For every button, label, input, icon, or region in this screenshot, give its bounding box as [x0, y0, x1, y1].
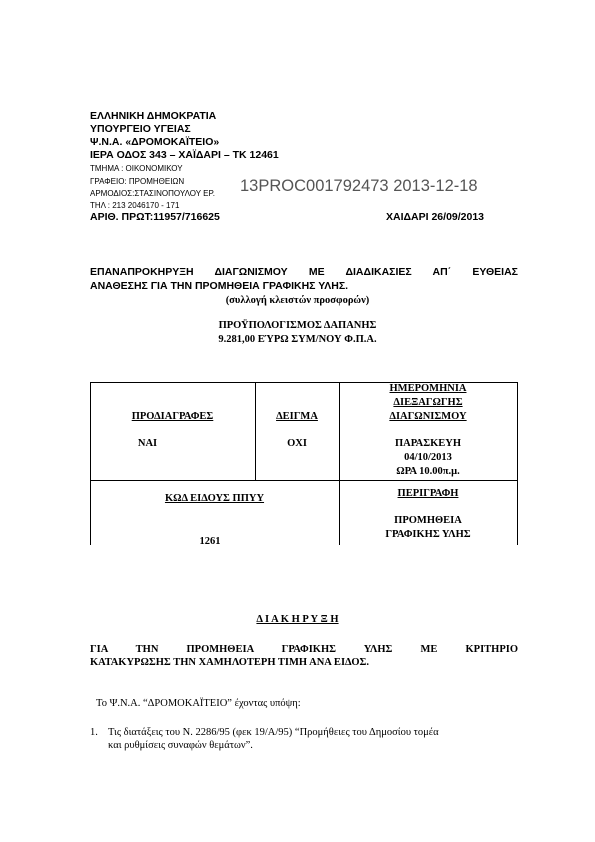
body-intro: Το Ψ.Ν.Α. “ΔΡΟΜΟΚΑΪΤΕΙΟ” έχοντας υπόψη: [96, 698, 301, 709]
date-header-3: ΔΙΑΓΩΝΙΣΜΟΥ [389, 411, 467, 422]
header-ministry: ΥΠΟΥΡΓΕΙΟ ΥΓΕΙΑΣ [90, 123, 191, 135]
header-contact: ΑΡΜΟΔΙΟΣ:ΣΤΑΣΙΝΟΠΟΥΛΟΥ ΕΡ. [90, 189, 215, 198]
header-phone: ΤΗΛ : 213 2046170 - 171 [90, 201, 180, 210]
list-item-1-line-2: και ρυθμίσεις συναφών θεμάτων”. [108, 740, 253, 751]
description-header: ΠΕΡΙΓΡΑΦΗ [397, 488, 459, 499]
budget-label: ΠΡΟΫΠΟΛΟΓΙΣΜΟΣ ΔΑΠΑΝΗΣ [218, 320, 377, 331]
date-header-1: ΗΜΕΡΟΜΗΝΙΑ [389, 383, 467, 394]
title-line-1: ΕΠΑΝΑΠΡΟΚΗΡΥΞΗ ΔΙΑΓΩΝΙΣΜΟΥ ΜΕ ΔΙΑΔΙΚΑΣΙΕΣ ΑΠ΄ ΕΥΘΕΙΑΣ [90, 266, 518, 278]
date-value-date: 04/10/2013 [404, 452, 452, 463]
specs-value: ΝΑΙ [137, 438, 158, 449]
specs-header: ΠΡΟΔΙΑΓΡΑΦΕΣ [131, 411, 214, 422]
protocol-number: ΑΡΙΘ. ΠΡΩΤ:11957/716625 [90, 211, 220, 223]
sample-header: ΔΕΙΓΜΑ [276, 411, 318, 422]
date-value-day: ΠΑΡΑΣΚΕΥΗ [395, 438, 461, 449]
description-value-1: ΠΡΟΜΗΘΕΙΑ [394, 515, 462, 526]
proclamation-heading: Δ Ι Α Κ Η Ρ Υ Ξ Η [256, 614, 339, 625]
table-border-left [90, 382, 91, 545]
place-date: ΧΑΙΔΑΡΙ 26/09/2013 [386, 211, 485, 223]
list-item-1-line-1: Τις διατάξεις του Ν. 2286/95 (φεκ 19/Α/95) “Προμήθειες του Δημοσίου τομέα [108, 727, 439, 738]
date-header-2: ΔΙΕΞΑΓΩΓΗΣ [393, 397, 463, 408]
description-value-2: ΓΡΑΦΙΚΗΣ ΥΛΗΣ [385, 529, 471, 540]
code-value: 1261 [199, 536, 221, 547]
document-stamp-id: 13PROC001792473 2013-12-18 [240, 177, 478, 195]
code-header: ΚΩΔ ΕΙΔΟΥΣ ΠΠΥΥ [164, 493, 265, 504]
table-border-middle [90, 480, 518, 481]
title-subtitle: (συλλογή κλειστών προσφορών) [225, 295, 370, 306]
table-border-right [517, 382, 518, 545]
header-hospital: Ψ.Ν.Α. «ΔΡΟΜΟΚΑΪΤΕΙΟ» [90, 136, 220, 148]
title-line-2: ΑΝΑΘΕΣΗΣ ΓΙΑ ΤΗΝ ΠΡΟΜΗΘΕΙΑ ΓΡΑΦΙΚΗΣ ΥΛΗΣ. [90, 280, 349, 292]
proclamation-line-2: ΚΑΤΑΚΥΡΩΣΗΣ ΤΗΝ ΧΑΜΗΛΟΤΕΡΗ ΤΙΜΗ ΑΝΑ ΕΙΔΟΣ. [90, 657, 370, 668]
date-value-time: ΩΡΑ 10.00π.μ. [396, 466, 460, 477]
sample-value: ΟΧΙ [287, 438, 307, 449]
header-office: ΓΡΑΦΕΙΟ: ΠΡΟΜΗΘΕΙΩΝ [90, 177, 185, 186]
header-republic: ΕΛΛΗΝΙΚΗ ΔΗΜΟΚΡΑΤΙΑ [90, 110, 217, 122]
header-department: ΤΜΗΜΑ : ΟΙΚΟΝΟΜΙΚΟΥ [90, 164, 183, 173]
table-divider-1 [255, 382, 256, 480]
proclamation-line-1: ΓΙΑ ΤΗΝ ΠΡΟΜΗΘΕΙΑ ΓΡΑΦΙΚΗΣ ΥΛΗΣ ΜΕ ΚΡΙΤΗΡΙΟ [90, 644, 518, 655]
list-item-1-number: 1. [90, 727, 98, 738]
header-address: ΙΕΡΑ ΟΔΟΣ 343 – ΧΑΪΔΑΡΙ – ΤΚ 12461 [90, 149, 279, 161]
budget-amount: 9.281,00 ΕΎΡΩ ΣΥΜ/ΝΟΥ Φ.Π.Α. [218, 334, 377, 345]
